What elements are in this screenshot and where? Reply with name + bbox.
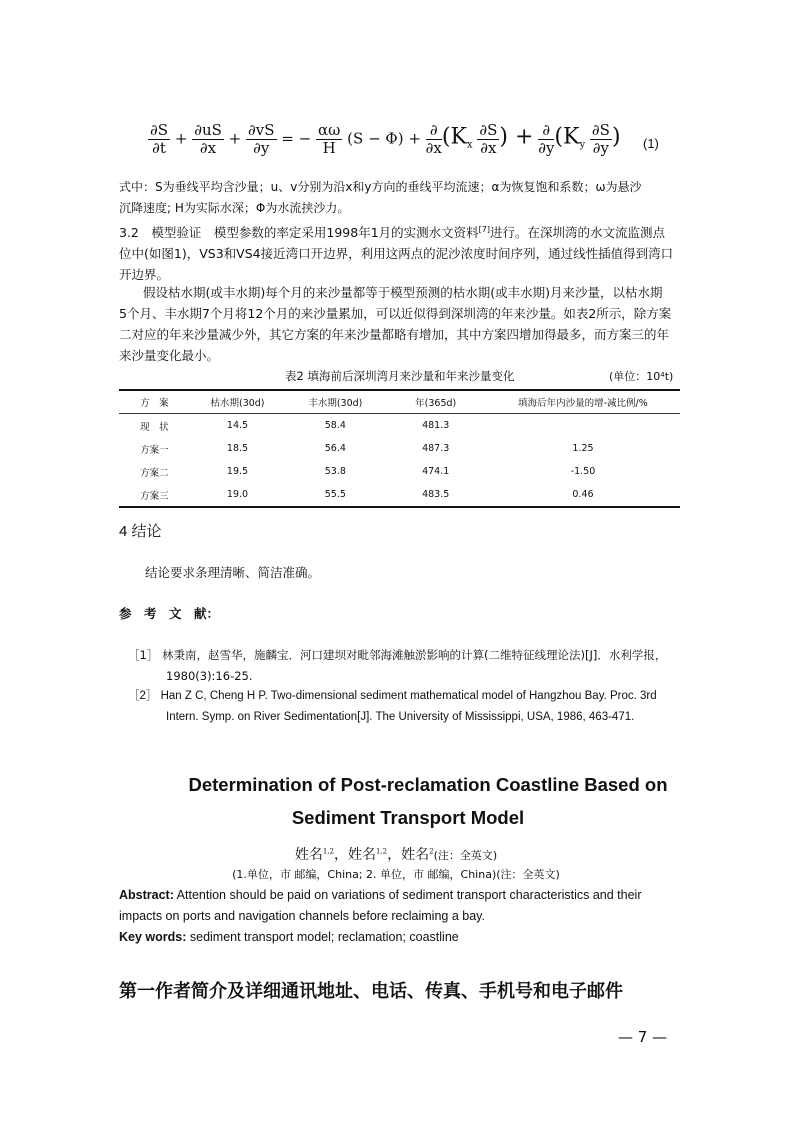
references-heading: 参 考 文 献：	[119, 606, 220, 621]
table-row: 方案二 19.5 53.8 474.1 -1.50	[140, 466, 596, 479]
reference-1: ［1］ 林秉南，赵雪华，施麟宝．河口建坝对毗邻海滩触淤影响的计算(二维特征线理论法)[J]．水利学报， 1980(3):16-25.	[128, 648, 667, 683]
frac-alpha-omega-H: $\frac{\alpha\omega}{H}$	[318, 121, 341, 157]
frac-d-dx: $\frac{\partial}{\partial x}$	[425, 121, 442, 157]
english-title-line-2: Sediment Transport Model	[291, 807, 525, 828]
section-4-body: 结论要求条理清晰、简洁准确。	[145, 565, 321, 580]
author-line: 姓名$^{1,2}$，姓名$^{1,2}$，姓名$^2$(注：全英文)	[294, 847, 498, 863]
affiliation: (1.单位，市 邮编，China; 2. 单位，市 邮编，China)(注：全英文)	[232, 868, 560, 881]
abstract: Abstract: Attention should be paid on variations of sediment transport characteristics and their impacts on ports and navigation channels before reclaiming a bay. Key words: sediment transport model; reclamation; coastline	[119, 885, 689, 948]
author-info-heading: 第一作者简介及详细通讯地址、电话、传真、手机号和电子邮件	[119, 981, 623, 1002]
equation-number: (1)	[643, 136, 659, 151]
table-row: 现 状 14.5 58.4 481.3	[140, 420, 450, 433]
table-row: 方案一 18.5 56.4 487.3 1.25	[140, 443, 594, 456]
paragraph-annual-sediment: 假设枯水期(或丰水期)每个月的来沙量都等于模型预测的枯水期(或丰水期)月来沙量，以枯水期 5个月、丰水期7个月将12个月的来沙量累加，可以近似得到深圳湾的年来沙量。如表2所示，除方案 二对应的年来沙量减少外，其它方案的年来沙量都略有增加，其中方案四增加得最多，而方案三的年 来沙量变化最小。	[119, 285, 672, 363]
frac-dvS-dy: $\frac{\partial vS}{\partial y}$	[248, 121, 275, 157]
sediment-table	[119, 389, 680, 508]
table-unit: (单位：10⁴t)	[609, 370, 674, 383]
table-header: 填海后年内沙量的增-减比例/%	[486, 390, 680, 414]
frac-dS-dx: $\frac{\partial S}{\partial x}$	[479, 121, 498, 157]
table-header: 枯水期(30d)	[190, 390, 285, 414]
table-caption: 表2 填海前后深圳湾月来沙量和年来沙量变化	[285, 369, 515, 383]
section-4-heading: 4 结论	[119, 523, 162, 540]
section-3-2: 3.2 模型验证 模型参数的率定采用1998年1月的实测水文资料[7]进行。在深圳湾的水文流监测点 位中(如图1)，VS3和VS4接近湾口开边界，利用这两点的泥沙浓度时间序列，通过线性插值得到湾口 开边界。	[119, 225, 674, 283]
table-header: 丰水期(30d)	[285, 390, 385, 414]
keywords: Key words: sediment transport model; reclamation; coastline	[119, 930, 459, 944]
page-number: — 7 —	[618, 1028, 668, 1046]
frac-dS-dy: $\frac{\partial S}{\partial y}$	[591, 121, 610, 157]
frac-d-dy: $\frac{\partial}{\partial y}$	[538, 121, 555, 157]
reference-2: ［2］ Han Z C, Cheng H P. Two-dimensional sediment mathematical model of Hangzhou Bay. Proc. 3rd Intern. Symp. on River Sedimentation[J]. The University of Mississippi, USA, 1986, 463-471.	[128, 690, 657, 723]
frac-duS-dx: $\frac{\partial uS}{\partial x}$	[194, 121, 222, 157]
table-header: 方 案	[119, 390, 190, 414]
equation-explanation: 式中：S为垂线平均含沙量；u、v分别为沿x和y方向的垂线平均流速；α为恢复饱和系数；ω为悬沙 沉降速度; H为实际水深；Φ为水流挟沙力。	[119, 180, 642, 215]
plus-sign-2: +	[228, 129, 242, 148]
equation-1: $\frac{\partial S}{\partial t}$ + $\frac{\partial uS}{\partial x}$ + $\frac{\partial vS}{\partial y}$ = − $\frac{\alpha\omega}{H}$ (S − Φ) + $\frac{\partial}{\partial x}$ ($K_x$ $\frac{\partial S}{\partial x}$ ) + $\frac{\partial}{\partial y}$ ($K_y$ $\frac{\partial S}{\partial y}$ ) (1)	[150, 121, 659, 157]
table-row: 方案三 19.0 55.5 483.5 0.46	[119, 483, 680, 507]
table-header: 年(365d)	[385, 390, 485, 414]
english-title-line-1: Determination of Post-reclamation Coastline Based on	[188, 774, 668, 795]
table-header-row	[119, 390, 680, 414]
frac-dS-dt: $\frac{\partial S}{\partial t}$	[150, 121, 169, 157]
